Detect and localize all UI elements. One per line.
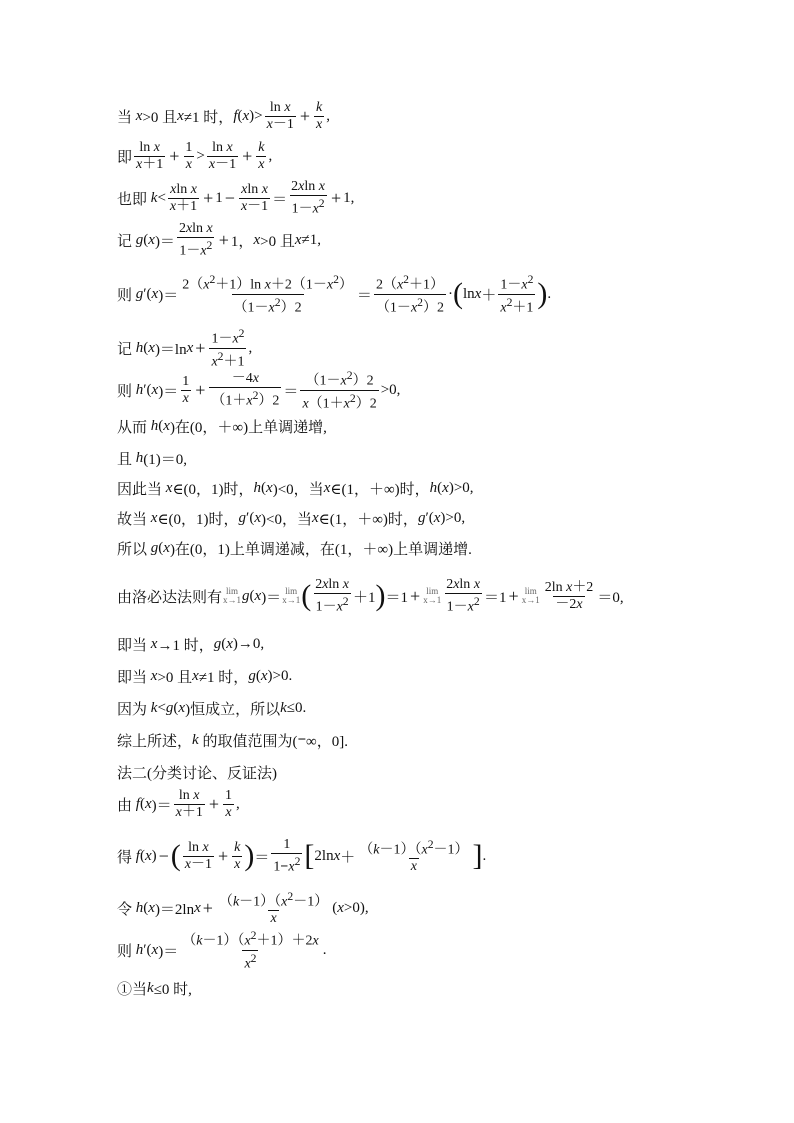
method-heading: 法二(分类讨论、反证法) xyxy=(117,765,277,782)
word: 则 xyxy=(117,287,133,304)
fraction: $\frac{1}{1-x^2}$ xyxy=(273,836,301,875)
fraction: $\frac{(k-1)(x^2+1)+2x}{x^2}$ xyxy=(182,928,319,972)
fraction: $\frac{1}{x}$ xyxy=(224,787,232,820)
text-line-14: 即当 x →1 时， g ( x )→0, xyxy=(117,635,265,654)
limit: lim x→1 xyxy=(521,586,540,605)
fraction: $\frac{\text{ln x}}{x-1}$ xyxy=(208,139,237,172)
word: 由 xyxy=(117,797,133,814)
word: 从而 xyxy=(117,419,148,436)
word: 所以 xyxy=(117,541,148,558)
fraction: $\frac{k}{x}$ xyxy=(258,139,265,172)
text-line-1: 当 x >0 且 x ≠1 时， f ( x )> $\frac{\text{ln x}}{x-1}$ + $\frac{k}{x}$ , xyxy=(117,99,330,132)
fraction: $\frac{2(x^2+1)}{(1-x^2)2}$ xyxy=(375,272,444,316)
text-line-10: 因此当 x ∈(0，1)时， h ( x )<0，当 x ∈(1，＋∞)时， h ( x )>0, xyxy=(117,479,474,498)
fraction: $\frac{\text{xln x}}{x+1}$ xyxy=(169,181,198,214)
fraction: $\frac{\text{xln x}}{x-1}$ xyxy=(240,181,269,214)
word: 因为 xyxy=(117,701,148,718)
limit: lim x→1 xyxy=(282,586,301,605)
word: 综上所述， xyxy=(117,733,193,750)
word: 记 xyxy=(117,341,133,358)
limit: lim x→1 xyxy=(223,586,242,605)
text-line-2: 即 $\frac{\text{ln x}}{x+1}$ + $\frac{1}{x}$ > $\frac{\text{ln x}}{x-1}$ + $\frac{k}{x}$ , xyxy=(117,139,273,172)
word: 即当 xyxy=(117,669,148,686)
word: 因此当 xyxy=(117,481,163,498)
text-line-21: 令 h ( x )＝2ln x + $\frac{(k-1)(x^2-1)}{x}$ ( x >0), xyxy=(117,889,369,927)
text-line-17: 综上所述， k 的取值范围为( − ∞，0]. xyxy=(117,731,348,750)
text-line-16: 因为 k < g ( x )恒成立，所以 k ≤0. xyxy=(117,699,307,718)
text-line-5: 则 g ′( x )＝ $\frac{2(x^2+1)\ln x+2(1-x^2)}{(1-x^2)2}$ ＝ $\frac{2(x^2+1)}{(1-x^2)2}$ · ( ln x ＋ $\frac{1-x^2}{x^2+1}$ ) . xyxy=(117,272,552,316)
word: 由洛必达法则有 xyxy=(117,589,223,606)
fraction: $\frac{\text{2xln x}}{1-x^2}$ xyxy=(178,220,213,259)
word: 当 xyxy=(117,109,133,126)
fraction: $\frac{k}{x}$ xyxy=(316,99,323,132)
text-line-13: 由洛必达法则有 lim x→1 g ( x )＝ lim x→1 ( $\frac{\text{2xln x}}{1-x^2}$ ＋1 ) ＝1 + lim x→1 $\frac{\text{2xln x}}{1-x^2}$ ＝1 + lim x→1 $\frac{\text{2ln x＋2}}{-2x}$ ＝0, xyxy=(117,576,624,615)
fraction: $\frac{(k-1)(x^2-1)}{x}$ xyxy=(218,889,329,927)
word: 且 xyxy=(117,451,133,468)
fraction: $\frac{(1-x^2)2}{x(1+x^2)2}$ xyxy=(302,368,377,412)
fraction: $\frac{\text{ln x}}{x+1}$ xyxy=(136,139,164,172)
fraction: $\frac{\text{ln x}}{x+1}$ xyxy=(175,787,203,820)
text-line-8: 从而 h ( x )在(0，＋∞)上单调递增, xyxy=(117,417,327,436)
text-line-12: 所以 g ( x )在(0，1)上单调递减，在(1，＋∞)上单调递增. xyxy=(117,539,472,558)
fraction: $\frac{\text{ln x}}{x-1}$ xyxy=(184,839,212,872)
text-line-23: ①当 k ≤0 时, xyxy=(117,979,192,998)
text-line-20: 得 f ( x ) − ( $\frac{\text{ln x}}{x-1}$ + $\frac{k}{x}$ ) ＝ $\frac{1}{1-x^2}$ [ 2ln x ＋ $\frac{(k-1)(x^2-1)}{x}$ ] . xyxy=(117,836,487,875)
fraction: $\frac{1}{x}$ xyxy=(182,373,190,406)
text-line-18 xyxy=(117,754,277,790)
word: 记 xyxy=(117,233,133,250)
fraction: $\frac{\text{2xln x}}{1-x^2}$ xyxy=(446,576,481,615)
word: 令 xyxy=(117,901,133,918)
fraction: $\frac{(k-1)(x^2-1)}{x}$ xyxy=(359,837,469,875)
word: 得 xyxy=(117,849,133,866)
fraction: $\frac{k}{x}$ xyxy=(234,839,241,872)
text-line-3: 也即 k < $\frac{\text{xln x}}{x+1}$ + 1 − $\frac{\text{xln x}}{x-1}$ ＝ $\frac{\text{2xln x}}{1-x^2}$ + 1, xyxy=(117,178,355,217)
fraction: $\frac{1}{x}$ xyxy=(185,139,193,172)
fraction: $\frac{\text{2xln x}}{1-x^2}$ xyxy=(315,576,350,615)
word: 即 xyxy=(117,149,133,166)
text-line-4: 记 g ( x )＝ $\frac{\text{2xln x}}{1-x^2}$ + 1， x >0 且 x ≠1, xyxy=(117,220,321,259)
fraction: $\frac{\text{2xln x}}{1-x^2}$ xyxy=(291,178,325,217)
case-label: ①当 xyxy=(117,981,148,998)
fraction: $\frac{\text{2ln x＋2}}{-2x}$ xyxy=(544,579,594,612)
text-line-6: 记 h ( x )＝ln x + $\frac{1-x^2}{x^2+1}$ , xyxy=(117,326,253,370)
fraction: $\frac{\text{ln x}}{x-1}$ xyxy=(266,99,294,132)
fraction: $\frac{1-x^2}{x^2+1}$ xyxy=(500,272,534,316)
fraction: $\frac{2(x^2+1)\ln x+2(1-x^2)}{(1-x^2)2}$ xyxy=(182,272,353,316)
text-line-15: 即当 x >0 且 x ≠1 时， g ( x )>0. xyxy=(117,667,293,686)
text-line-11: 故当 x ∈(0，1)时， g ′( x )<0，当 x ∈(1，＋∞)时， g ′( x )>0, xyxy=(117,509,466,528)
text-line-22: 则 h ′( x )＝ $\frac{(k-1)(x^2+1)+2x}{x^2}$ . xyxy=(117,928,327,972)
word: 则 xyxy=(117,383,133,400)
text-line-7: 则 h ′( x )＝ $\frac{1}{x}$ + $\frac{-4x}{(1+x^2)2}$ ＝ $\frac{(1-x^2)2}{x(1+x^2)2}$ >0, xyxy=(117,368,401,412)
word: 故当 xyxy=(117,511,148,528)
limit: lim x→1 xyxy=(423,586,442,605)
word: 则 xyxy=(117,943,133,960)
text-line-19: 由 f ( x )＝ $\frac{\text{ln x}}{x+1}$ + $\frac{1}{x}$ , xyxy=(117,787,240,820)
fraction: $\frac{-4x}{(1+x^2)2}$ xyxy=(211,370,280,409)
text-line-9: 且 h (1)＝0, xyxy=(117,449,188,468)
word: 即当 xyxy=(117,637,148,654)
fraction: $\frac{1-x^2}{x^2+1}$ xyxy=(211,326,245,370)
word: 也即 xyxy=(117,191,148,208)
